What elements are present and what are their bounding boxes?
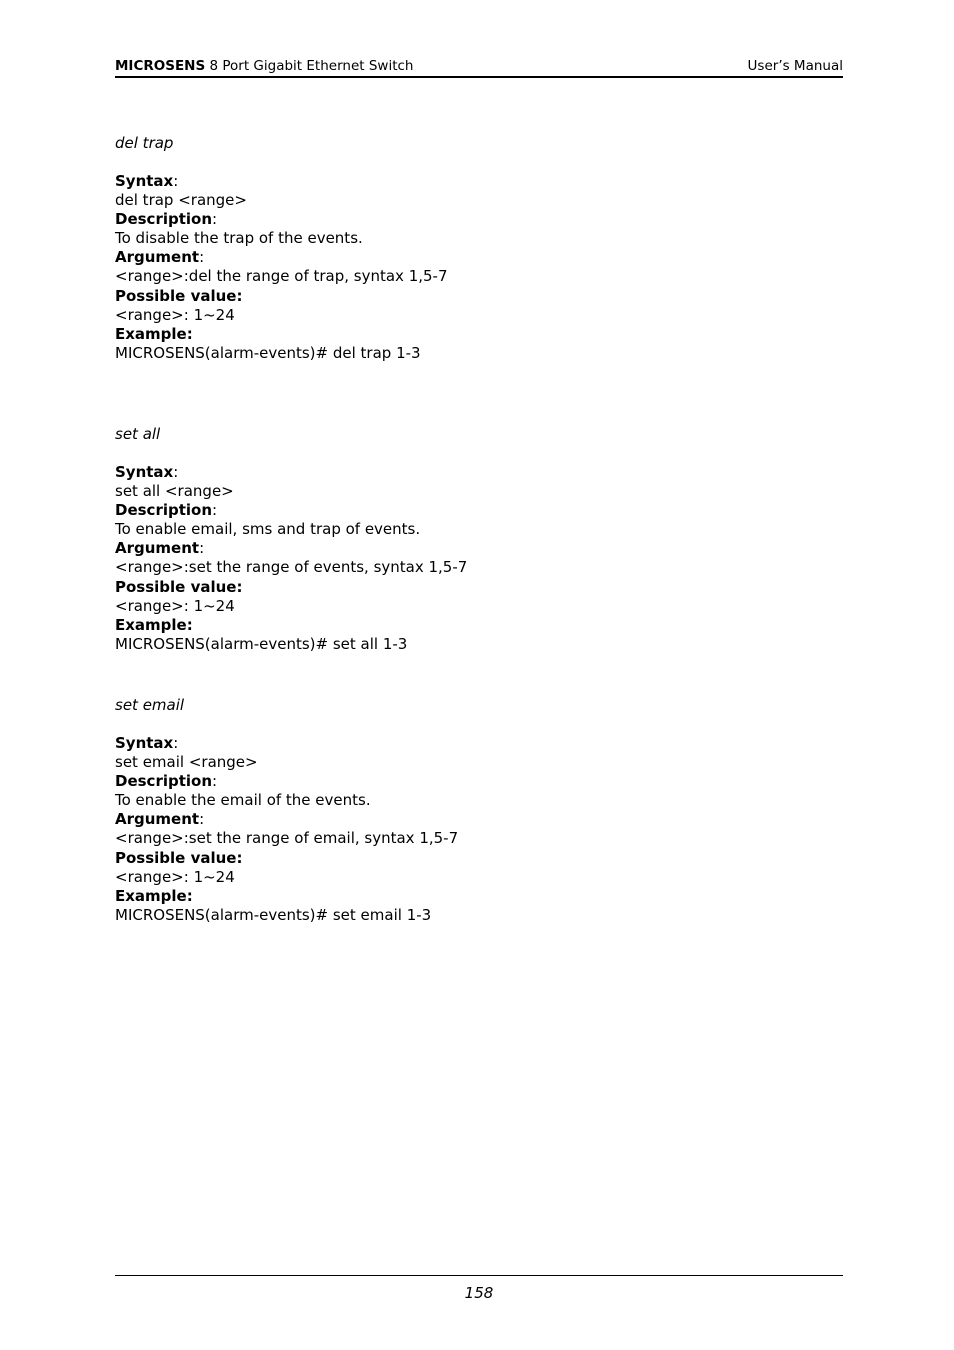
argument-label: Argument <box>115 810 200 829</box>
possible-value: <range>: 1~24 <box>115 305 235 324</box>
page-header <box>115 56 843 78</box>
command-section-set-all <box>115 425 815 654</box>
example-label: Example: <box>115 615 193 634</box>
header-manual-label: User’s Manual <box>747 58 843 74</box>
label-colon: : <box>212 501 218 520</box>
argument-value: <range>:del the range of trap, syntax 1,5-7 <box>115 267 448 286</box>
command-section-del-trap <box>115 134 815 363</box>
argument-label-line <box>115 248 815 267</box>
example-label: Example: <box>115 886 193 905</box>
page-number: 158 <box>464 1284 494 1302</box>
spacer <box>115 444 815 463</box>
syntax-label-line <box>115 172 815 191</box>
label-colon: : <box>173 463 179 481</box>
syntax-value: set email <range> <box>115 753 258 772</box>
label-colon: : <box>199 810 205 829</box>
command-section-set-email <box>115 696 815 925</box>
label-colon: : <box>199 248 205 267</box>
label-colon: : <box>212 210 218 229</box>
header-product: 8 Port Gigabit Ethernet Switch <box>209 58 414 74</box>
example-value: MICROSENS(alarm-events)# del trap 1-3 <box>115 343 421 362</box>
example-value: MICROSENS(alarm-events)# set email 1-3 <box>115 905 432 924</box>
possible-value: <range>: 1~24 <box>115 867 235 886</box>
argument-label: Argument <box>115 248 200 267</box>
label-colon: : <box>173 734 179 752</box>
spacer <box>115 715 815 734</box>
command-title: set all <box>115 425 161 443</box>
possible-value: <range>: 1~24 <box>115 596 235 615</box>
example-label: Example: <box>115 324 193 343</box>
label-colon: : <box>199 539 205 558</box>
syntax-label-line <box>115 734 815 753</box>
syntax-label: Syntax <box>115 172 174 190</box>
header-title <box>115 56 413 76</box>
spacer <box>115 153 815 172</box>
possible-value-label: Possible value: <box>115 848 243 867</box>
description-label-line <box>115 210 815 229</box>
label-colon: : <box>173 172 179 190</box>
syntax-label: Syntax <box>115 734 174 752</box>
argument-label-line <box>115 539 815 558</box>
example-value: MICROSENS(alarm-events)# set all 1-3 <box>115 634 408 653</box>
syntax-label: Syntax <box>115 463 174 481</box>
description-label: Description <box>115 772 213 791</box>
description-label-line <box>115 501 815 520</box>
argument-value: <range>:set the range of email, syntax 1,5-7 <box>115 829 459 848</box>
description-label: Description <box>115 210 213 229</box>
description-value: To enable email, sms and trap of events. <box>115 520 421 539</box>
description-label: Description <box>115 501 213 520</box>
description-label-line <box>115 772 815 791</box>
command-title: set email <box>115 696 185 714</box>
argument-label-line <box>115 810 815 829</box>
possible-value-label: Possible value: <box>115 286 243 305</box>
argument-value: <range>:set the range of events, syntax 1,5-7 <box>115 558 468 577</box>
description-value: To enable the email of the events. <box>115 791 371 810</box>
argument-label: Argument <box>115 539 200 558</box>
footer-divider <box>115 1275 843 1276</box>
syntax-value: set all <range> <box>115 482 234 501</box>
possible-value-label: Possible value: <box>115 577 243 596</box>
description-value: To disable the trap of the events. <box>115 229 363 248</box>
syntax-label-line <box>115 463 815 482</box>
label-colon: : <box>212 772 218 791</box>
header-brand: MICROSENS <box>115 58 206 74</box>
command-title: del trap <box>115 134 174 152</box>
syntax-value: del trap <range> <box>115 191 247 210</box>
